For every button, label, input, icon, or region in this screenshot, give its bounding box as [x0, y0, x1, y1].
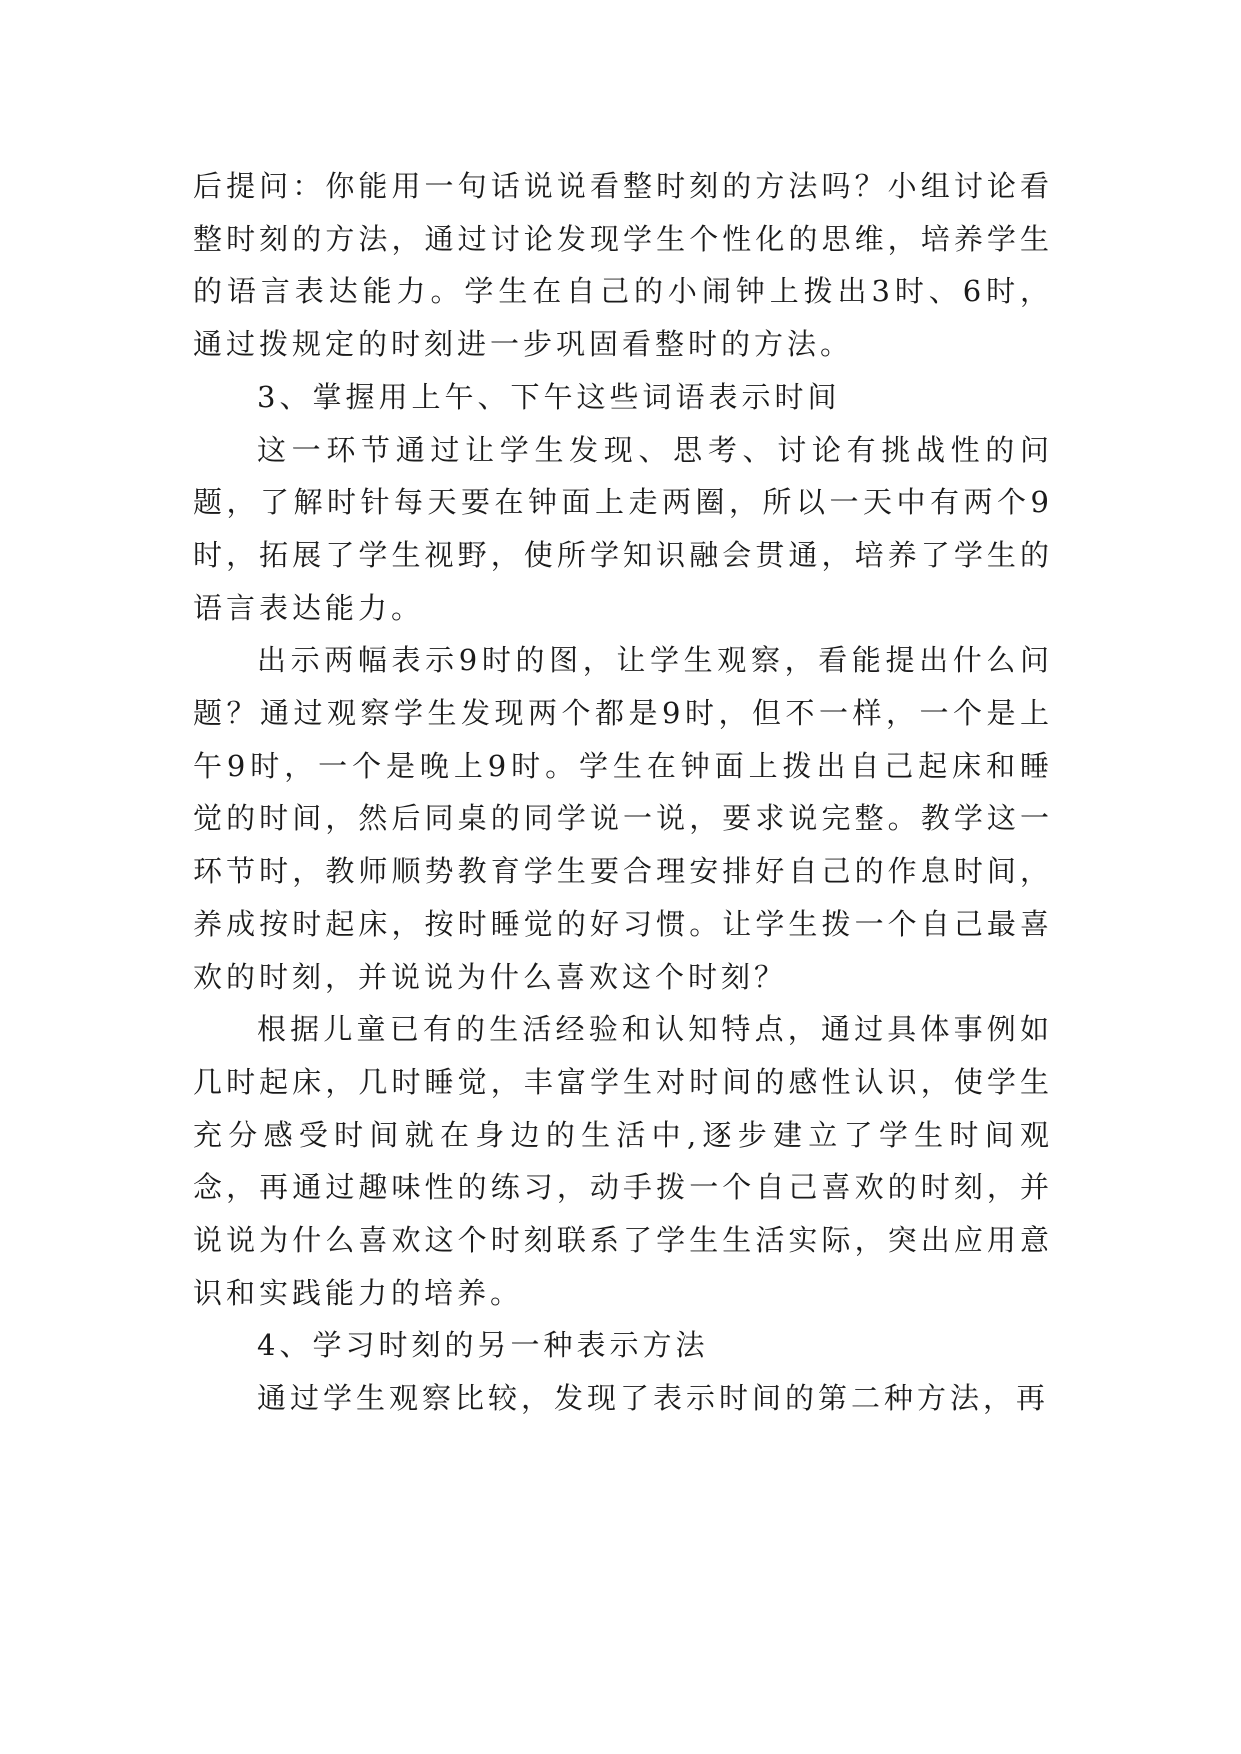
- paragraph: 这一环节通过让学生发现、思考、讨论有挑战性的问题，了解时针每天要在钟面上走两圈，所以一天中有两个9时，拓展了学生视野，使所学知识融会贯通，培养了学生的语言表达能力。: [193, 432, 1053, 625]
- paragraph: 出示两幅表示9时的图，让学生观察，看能提出什么问题？通过观察学生发现两个都是9时，但不一样，一个是上午9时，一个是晚上9时。学生在钟面上拨出自己起床和睡觉的时间，然后同桌的同学说一说，要求说完整。教学这一环节时，教师顺势教育学生要合理安排好自己的作息时间，养成按时起床，按时睡觉的好习惯。让学生拨一个自己最喜欢的时刻，并说说为什么喜欢这个时刻？: [193, 643, 1053, 994]
- paragraph: 根据儿童已有的生活经验和认知特点，通过具体事例如几时起床，几时睡觉，丰富学生对时间的感性认识，使学生充分感受时间就在身边的生活中,逐步建立了学生时间观念，再通过趣味性的练习，动手拨一个自己喜欢的时刻，并说说为什么喜欢这个时刻联系了学生生活实际，突出应用意识和实践能力的培养。: [193, 1012, 1053, 1310]
- paragraph-continuation: 后提问：你能用一句话说说看整时刻的方法吗？小组讨论看整时刻的方法，通过讨论发现学生个性化的思维，培养学生的语言表达能力。学生在自己的小闹钟上拨出3时、6时，通过拨规定的时刻进一步巩固看整时的方法。: [193, 169, 1053, 362]
- paragraph: 通过学生观察比较，发现了表示时间的第二种方法，再: [257, 1381, 1050, 1416]
- section-heading-4: 4、学习时刻的另一种表示方法: [257, 1328, 709, 1363]
- document-page: [193, 160, 1053, 1425]
- section-heading-3: 3、掌握用上午、下午这些词语表示时间: [257, 379, 841, 414]
